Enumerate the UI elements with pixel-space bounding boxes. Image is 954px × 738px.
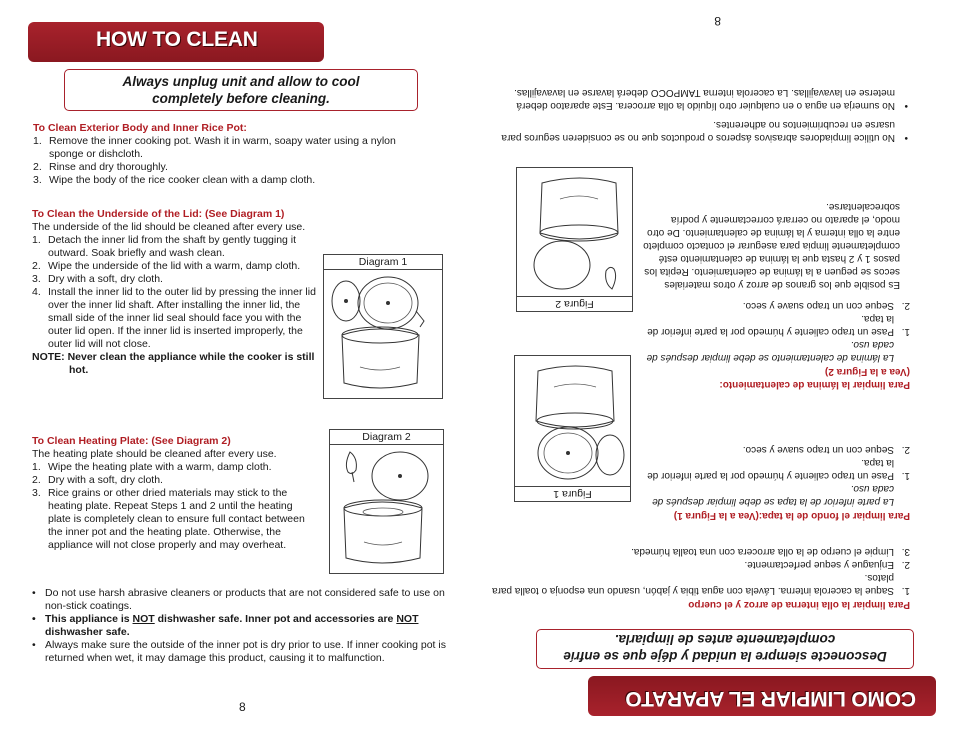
olla-step-2: 2.Enjuague y seque perfectamente. <box>744 559 910 570</box>
tapa-heading: Para limpiar el fondo de la tapa:(Vea a la Figura 1) <box>673 510 910 521</box>
hand-wiping-illustration <box>330 446 443 574</box>
lid-step-2: 2. Wipe the underside of the lid with a warm, damp cloth. <box>32 260 301 272</box>
lid-intro: The underside of the lid should be cleaned after every use. <box>32 221 306 233</box>
lid-step-4: 4. Install the inner lid to the outer lid by pressing the inner lid over the inner lid shaft. After installing the inner lid, the small side of the inner lid seal should face you with the outer lid open. If the inner lid is inserted improperly, the outer lid will not close. <box>32 286 316 350</box>
banner-title-es: COMO LIMPIAR EL APARATO <box>625 687 916 710</box>
left-page-number: 8 <box>239 700 246 714</box>
bullet-dry-pot: • Always make sure the outside of the inner pot is dry prior to use. If inner cooking pot is returned when wet, it may damage this product, causing it to malfunction. <box>32 639 446 664</box>
olla-step-1: 1.Saque la cacerola interna. Lávela con agua tibia y jabón, usando una esponja o toalla para platos. <box>492 572 910 596</box>
tapa-step-1: 1.Pase un trapo caliente y húmedo por la parte inferior de la tapa. <box>647 457 910 481</box>
lid-step-1: 1. Detach the inner lid from the shaft by gently tugging it outward. Soak briefly and wash clean. <box>32 234 297 259</box>
lamina-step-2: 2.Seque con un trapo suave y seco. <box>742 300 910 311</box>
heating-heading: To Clean Heating Plate: (See Diagram 2) <box>32 435 231 447</box>
lamina-step-1: 1.Pase un trapo caliente y húmedo por la parte inferior de la tapa. <box>647 313 910 337</box>
lamina-heading: Para limpiar la lámina de calentamiento: <box>719 379 910 390</box>
warning-line-1: Always unplug unit and allow to cool <box>122 74 360 89</box>
lid-heading: To Clean the Underside of the Lid: (See Diagram 1) <box>32 208 285 220</box>
lamina-heading-2: (Vea a la Figura 2) <box>824 366 910 377</box>
olla-steps <box>490 545 910 597</box>
tapa-section-text <box>640 443 910 508</box>
how-to-clean-banner <box>28 22 324 62</box>
heating-step-2: 2. Dry with a soft, dry cloth. <box>32 474 163 486</box>
heating-intro: The heating plate should be cleaned after every use. <box>32 448 277 460</box>
banner-title: HOW TO CLEAN <box>96 28 258 51</box>
diagram-1-caption: Diagram 1 <box>324 255 442 270</box>
figura-2 <box>516 167 633 312</box>
diagram-2 <box>329 429 444 574</box>
olla-step-3: 3.Limpie el cuerpo de la olla arrocera con una toalla húmeda. <box>631 546 910 557</box>
lamina-paragraph: Es posible que los granos de arroz y otros materiales secos se peguen a la lámina de calentamiento. Repita los pasos 1 y 2 hasta que la lámina de calentamiento esté completamente limpia para asegurar el contacto completo entre la olla interna y la lámina de calentamiento. De otro modo, el aparato no cerrará correctamente y podría sobrecalentarse. <box>643 201 900 290</box>
spanish-page-rotated <box>477 0 954 738</box>
hand-wiping-illustration <box>517 167 632 295</box>
desconecte-warning-box <box>536 629 914 669</box>
figura-1 <box>514 355 631 502</box>
figura-1-caption: Figura 1 <box>515 486 630 501</box>
lamina-intro: La lámina de calentamiento se debe limpiar después de cada uso. <box>646 339 894 363</box>
english-bullets <box>32 587 452 665</box>
heating-step-1: 1. Wipe the heating plate with a warm, damp cloth. <box>32 461 272 473</box>
bullet-abrasivos: •No utilice limpiadores abrasivos ásperos o productos que no se consideren seguros para usarse en recubrimientos no adherentes. <box>501 119 908 143</box>
bullet-abrasive: • Do not use harsh abrasive cleaners or products that are not considered safe to use on non-stick coatings. <box>32 587 445 612</box>
right-page-number: 8 <box>714 14 721 28</box>
tapa-intro: La parte inferior de la tapa se debe limpiar después de cada uso. <box>652 483 894 507</box>
diagram-2-caption: Diagram 2 <box>330 430 443 445</box>
rice-cooker-open-lid-illustration <box>324 271 442 399</box>
lamina-section-text <box>640 200 910 364</box>
spanish-bullets <box>488 86 908 144</box>
warning-line-2: completely before cleaning. <box>152 91 330 106</box>
lid-step-3: 3. Dry with a soft, dry cloth. <box>32 273 163 285</box>
diagram-1 <box>323 254 443 399</box>
heating-section-text <box>32 448 317 552</box>
lid-section-text <box>32 221 317 377</box>
exterior-steps <box>33 135 433 187</box>
bullet-sumerja: •No sumerja en agua o en cualquier otro líquido la olla arrocera. Este aparatoo deberá meterse en lavavajillas. La cacerola interna TAMPOCO deberá lavarse en lavavajillas. <box>514 87 908 111</box>
olla-heading: Para limpiar la olla interna de arroz y el cuerpo <box>688 599 910 610</box>
warning-line-2-es: completamente antes de limpiarla. <box>614 632 836 647</box>
exterior-step-2: 2. Rinse and dry thoroughly. <box>33 161 168 173</box>
unplug-warning-box <box>64 69 418 111</box>
como-limpiar-banner <box>588 676 936 716</box>
figura-2-caption: Figura 2 <box>517 296 632 311</box>
bullet-dishwasher: • This appliance is NOT dishwasher safe. Inner pot and accessories are NOT dishwasher safe. <box>32 613 419 638</box>
lid-note: NOTE: Never clean the appliance while the cooker is still hot. <box>32 351 315 376</box>
heating-step-3: 3. Rice grains or other dried materials may stick to the heating plate. Repeat Steps 1 and 2 until the heating plate is completely clean to ensure full contact between the inner pot and the heating plate. Otherwise, the appliance will not close properly and may overheat. <box>32 487 305 551</box>
exterior-heading: To Clean Exterior Body and Inner Rice Pot: <box>33 122 247 134</box>
exterior-step-1: 1. Remove the inner cooking pot. Wash it in warm, soapy water using a nylon sponge or dishcloth. <box>33 135 396 160</box>
warning-line-1-es: Desconecte siempre la unidad y déje que se enfríe <box>563 649 887 664</box>
tapa-step-2: 2.Seque con un trapo suave y seco. <box>742 444 910 455</box>
rice-cooker-open-lid-illustration <box>515 355 630 485</box>
exterior-step-3: 3. Wipe the body of the rice cooker clean with a damp cloth. <box>33 174 316 186</box>
